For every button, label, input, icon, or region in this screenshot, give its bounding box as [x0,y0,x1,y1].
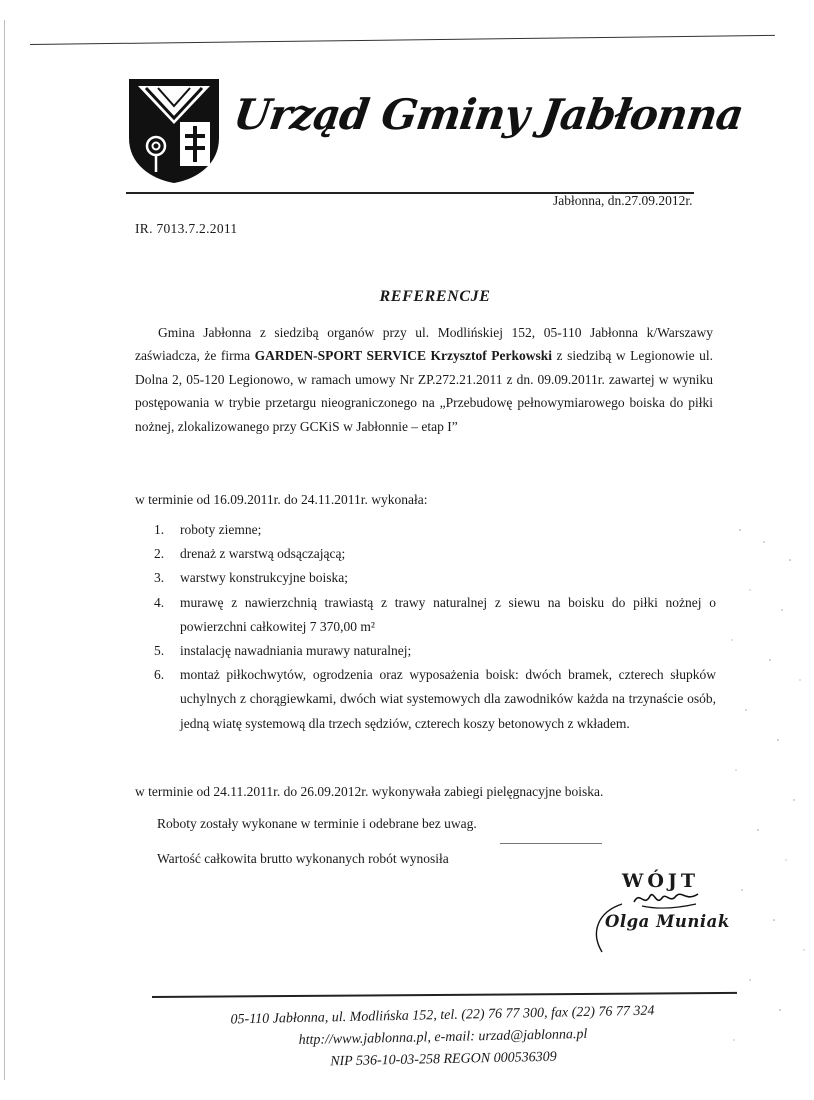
period-construction: w terminie od 16.09.2011r. do 24.11.2011r. wykonała: [135,492,428,507]
list-item [154,518,716,542]
list-item-number: 6. [154,667,165,683]
footer [197,1000,688,1076]
footer-web-mail: http://www.jablonna.pl, e-mail: urzad@jablonna.pl [298,1026,588,1049]
footer-rule [152,992,737,998]
handwritten-signature-icon [630,886,702,912]
list-item-text: instalację nawadniania murawy naturalnej; [180,643,412,659]
works-list [154,518,716,736]
value-remark: Wartość całkowita brutto wykonanych robót wynosiła [157,851,449,866]
intro-start: Gmina Jabłonna z siedzibą organów przy ul. Modlińskiej 152, 05-110 Jabłonna k/Warszawy zaświadcza, że firma [135,325,713,364]
list-item [154,566,716,590]
footer-ids: NIP 536-10-03-258 REGON 000536309 [330,1049,557,1070]
list-item [154,639,716,663]
list-item-number: 3. [154,570,165,586]
place-date: Jabłonna, dn.27.09.2012r. [553,193,693,208]
list-item-text: murawę z nawierzchnią trawiastą z trawy naturalnej z siewu na boisku do piłki nożnej o powierzchni całkowitej 7 370,00 m² [180,594,716,634]
list-item [154,542,716,566]
list-item-text: montaż piłkochwytów, ogrodzenia oraz wyposażenia boisk: dwóch bramek, czterech słupków uchylnych z chorągiewkami, dwóch wiat systemowych dla zawodników każda na trzynaście osób, jedną wiatę systemową dla trzech sędziów, czterech koszy betonowych z wkładem. [180,667,716,731]
acceptance-remark: Roboty zostały wykonane w terminie i odebrane bez uwag. [157,816,477,831]
signatory-title: WÓJT [622,870,700,892]
list-item-number: 1. [154,522,165,537]
signatory-name: Olga Muniak [605,912,730,931]
scan-edge [4,20,5,1080]
period-maintenance: w terminie od 24.11.2011r. do 26.09.2012r. wykonywała zabiegi pielęgnacyjne boiska. [135,784,604,799]
list-item [154,591,716,639]
office-name: Urząd Gminy Jabłonna [230,90,747,139]
list-item-number: 4. [154,594,165,610]
company-name: GARDEN-SPORT SERVICE Krzysztof Perkowski [254,348,553,364]
scan-noise [720,500,814,1060]
document-title: REFERENCJE [379,288,491,305]
footer-address: 05-110 Jabłonna, ul. Modlińska 152, tel. (22) 76 77 300, fax (22) 76 77 324 [230,1003,655,1028]
signature-dash [500,843,602,844]
intro-end: z siedzibą w Legionowie ul. Dolna 2, 05-120 Legionowo, w ramach umowy Nr ZP.272.21.2011 z dn. 09.09.2011r. zawartej w wyniku postępowania w trybie przetargu nieograniczonego na „Przebudowę pełnowymiarowego boiska do piłki nożnej, zlokalizowanego przy GCKiS w Jabłonnie – etap I” [135,348,713,434]
list-item-text: drenaż z warstwą odsączającą; [180,546,346,562]
coat-of-arms-icon [128,78,220,184]
top-rule [30,35,775,45]
intro-paragraph [135,321,713,438]
case-reference: IR. 7013.7.2.2011 [135,221,238,236]
list-item [154,663,716,736]
list-item-text: roboty ziemne; [180,522,262,537]
list-item-number: 5. [154,643,165,659]
list-item-number: 2. [154,546,165,562]
list-item-text: warstwy konstrukcyjne boiska; [180,570,348,586]
